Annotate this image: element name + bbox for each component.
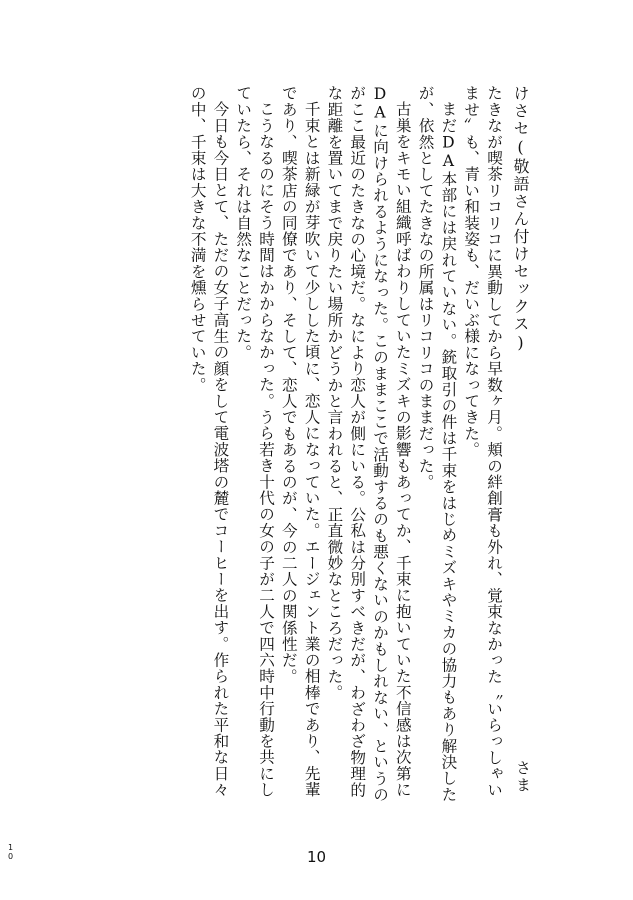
page-number: 10	[306, 848, 327, 866]
side-page-number: 10	[6, 843, 15, 861]
paragraph: 千束とは新緑が芽吹いて少しした頃に、恋人になっていた。エージェント業の相棒であり、先輩であり、喫茶店の同僚であり、そして、恋人でもあるのが、今の二人の関係性だ。	[279, 85, 321, 798]
author-name: さま	[514, 760, 532, 794]
paragraph: 今日も今日とて、ただの女子高生の顔をして電波塔の麓でコーヒーを出す。作られた平和な日々の中、千束は大きな不満を燻らせていた。	[188, 85, 230, 798]
paragraph: こうなるのにそう時間はかからなかった。うら若き十代の女の子が二人で四六時中行動を共にしていたら、それは自然なことだった。	[234, 85, 276, 798]
paragraph: たきなが喫茶リコリコに異動してから早数ヶ月。頬の絆創膏も外れ、覚束なかった〝いらっしゃいませ〟も、青い和装姿も、だいぶ様になってきた。	[462, 85, 503, 798]
body-text	[95, 85, 505, 810]
story-title: けさセ(敬語さん付けセックス)	[511, 85, 530, 354]
paragraph: 古巣をキモい組織呼ばわりしていたミズキの影響もあってか、千束に抱いていた不信感は次第にDAに向けられるようになった。このままここで活動するのも悪くないのかもしれない、というのがここ最近のたきなの心境だ。なにより恋人が側にいる。公私は分別すべきだが、わざわざ物理的な距離を置いてまで戻りたい場所かどうかと言われると、正直微妙なところだった。	[325, 85, 412, 803]
paragraph: まだDA本部には戻れていない。銃取引の件は千束をはじめミズキやミカの協力もあり解決したが、依然としてたきなの所属はリコリコのままだった。	[416, 85, 458, 802]
